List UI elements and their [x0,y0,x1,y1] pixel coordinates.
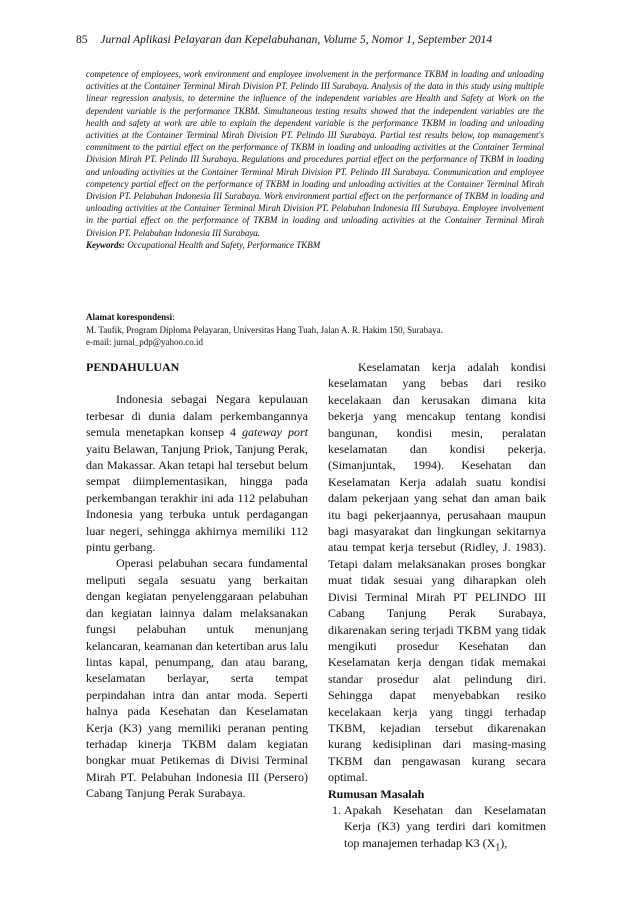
right-column [328,359,546,857]
list-item-text: Apakah Kesehatan dan Keselamatan Kerja (K3) yang terdiri dari komitmen top manajemen terhadap K3 (X [344,802,546,850]
paragraph-1-italic: gateway port [242,425,309,440]
correspondence-colon: : [172,312,175,322]
list-item [344,802,546,857]
section-heading-rumusan-masalah: Rumusan Masalah [328,786,425,801]
abstract-text: competence of employees, work environment and employee involvement in the performance TKBM in loading and unloading activities at the Container Terminal Mirah Division PT. Pelindo III Surabaya. Analysis of the data in this study using multiple linear regression analysis, to determine the influence of the independent variables are Health and Safety at Work on the dependent variable is the performance TKBM. Simultaneous testing results showed that the independent variables are the health and safety at work are able to explain the dependent variable is the performance TKBM in loading and unloading activities at the Container Terminal Mirah Division PT. Pelindo III Surabaya. Partial test results below, top management's commitment to the partial effect on the performance of TKBM in loading and unloading activities at the Container Terminal Division Mirah PT. Pelindo III Surabaya. Regulations and procedures partial effect on the performance of TKBM in loading and unloading activities at the Container Terminal Mirah Division PT. Pelindo III Surabaya. Communication and employee competency partial effect on the performance of TKBM in loading and unloading activities at the Container Terminal Mirah Division PT. Pelabuhan Indonesia III Surabaya. Work environment partial effect on the performance of TKBM in loading and unloading activities at the Container Terminal Mirah Division PT. Pelabuhan Indonesia III Surabaya. Employee involvement in the partial effect on the performance of TKBM in loading and unloading activities at the Container Terminal Mirah Division PT. Pelabuhan Indonesia III Surabaya. [86,69,544,238]
running-header [76,34,492,46]
list-item-subscript: 1 [495,842,501,854]
correspondence [86,311,546,349]
paragraph-1 [86,391,308,555]
left-column [86,359,308,802]
correspondence-address: M. Taufik, Program Diploma Pelayaran, Universitas Hang Tuah, Jalan A. R. Hakim 150, Surabaya. [86,324,443,335]
correspondence-title: Alamat korespondensi [86,312,173,322]
keywords-label: Keywords: [86,239,125,250]
section-heading-pendahuluan: PENDAHULUAN [86,360,180,374]
paragraph-1-start: Indonesia sebagai Negara kepulauan terbesar di dunia dalam perkembangannya semula menetapkan konsep 4 [86,392,308,440]
page-number: 85 [76,34,88,46]
journal-title: Jurnal Aplikasi Pelayaran dan Kepelabuhanan, Volume 5, Nomor 1, September 2014 [100,34,493,46]
list-item-end: ), [500,835,508,850]
correspondence-email: e-mail: jurnal_pdp@yahoo.co.id [86,337,204,347]
paragraph-2: Operasi pelabuhan secara fundamental meliputi segala sesuatu yang berkaitan dengan kegiatan penyelenggaraan pelabuhan dan kegiatan lainnya dalam melaksanakan fungsi pelabuhan untuk menunjang kelancaran, keamanan dan ketertiban arus lalu lintas kapal, penumpang, dan atau barang, keselamatan berlayar, serta tempat perpindahan intra dan antar moda. Seperti halnya pada Kesehatan dan Keselamatan Kerja (K3) yang memiliki peranan penting terhadap kinerja TKBM dalam kegiatan bongkar muat Petikemas di Divisi Terminal Mirah PT. Pelabuhan Indonesia III (Persero) Cabang Tanjung Perak Surabaya. [86,556,308,801]
keywords [86,239,544,251]
abstract [86,68,544,251]
problem-list [328,802,546,857]
keywords-text: Occupational Health and Safety, Performance TKBM [127,239,321,250]
paragraph-3: Keselamatan kerja adalah kondisi keselamatan yang bebas dari resiko kecelakaan dan kerusakan dimana kita bekerja yang mencakup tentang kondisi bangunan, kondisi mesin, peralatan keselamatan dan kondisi pekerja. (Simanjuntak, 1994). Kesehatan dan Keselamatan Kerja adalah suatu kondisi dalam pekerjaan yang sehat dan aman baik itu bagi pekerjaannya, perusahaan maupun bagi masyarakat dan lingkungan sekitarnya atau tempat kerja tersebut (Ridley, J. 1983). Tetapi dalam melaksanakan proses bongkar muat tidak sesuai yang diharapkan oleh Divisi Terminal Mirah PT PELINDO III Cabang Tanjung Perak Surabaya, dikarenakan sering terjadi TKBM yang tidak mengikuti prosedur Kesehatan dan Keselamatan kerja dengan tidak memakai standar prosedur alat pelindung diri. Sehingga dapat menyebabkan resiko kecelakaan kerja yang tinggi terhadap TKBM, kejadian tersebut dikarenakan kurang kedisiplinan dari masing-masing TKBM dan pengawasan kurang secara optimal. [328,360,546,785]
paragraph-1-end: yaitu Belawan, Tanjung Priok, Tanjung Perak, dan Makassar. Akan tetapi hal tersebut belum sempat diimplementasikan, hingga pada perkembangan terakhir ini ada 112 pelabuhan Indonesia yang terbuka untuk perdagangan luar negeri, sehingga akhirnya memiliki 112 pintu gerbang. [86,441,308,555]
